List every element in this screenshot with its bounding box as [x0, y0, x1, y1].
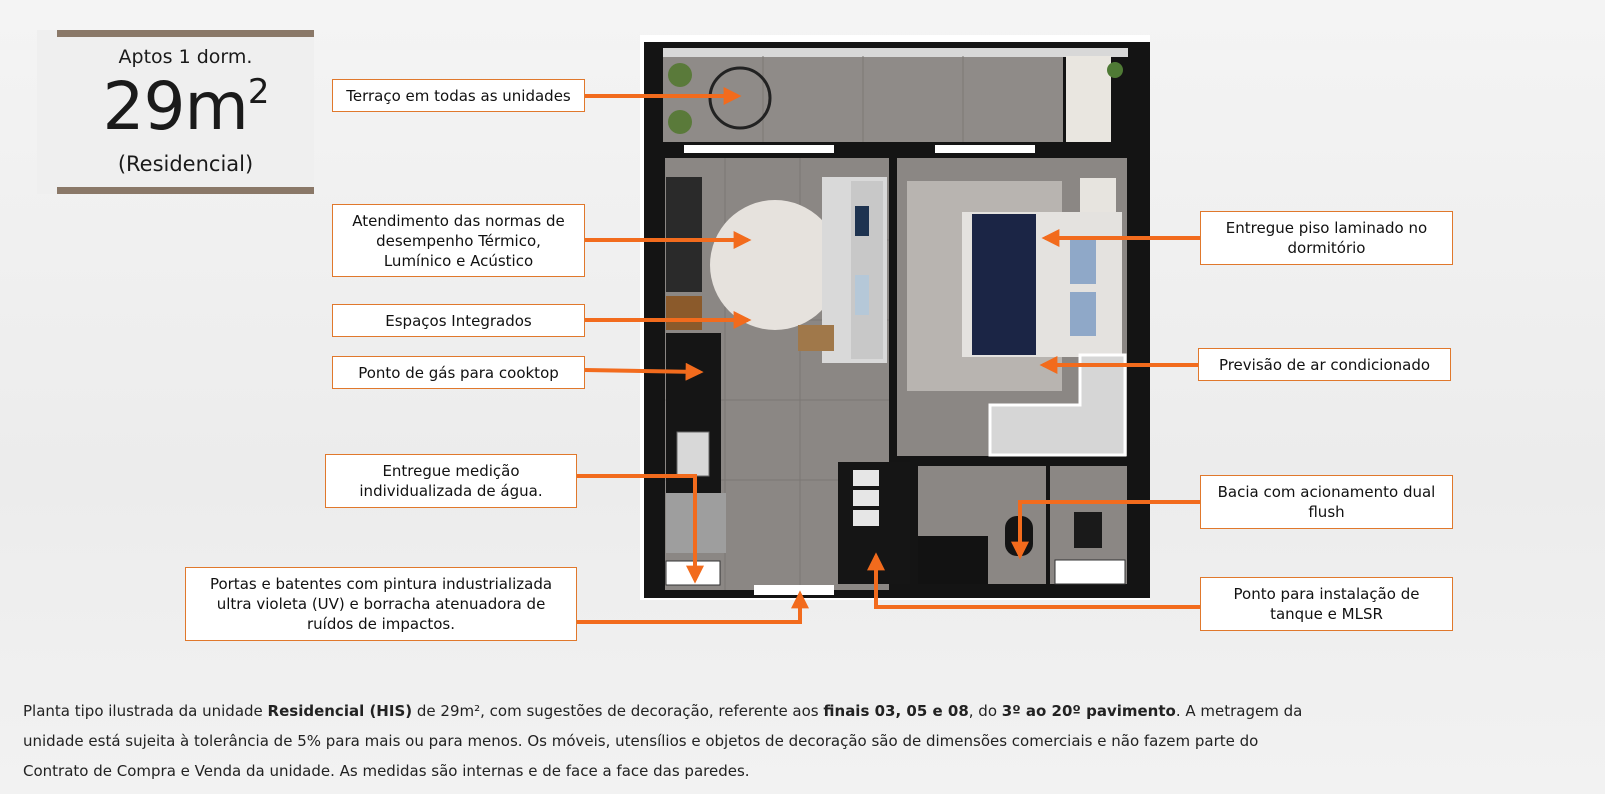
footer-text-4: . A metragem da unidade está sujeita à tolerância de 5% para mais ou para menos. Os móveis, utensílios e objetos de decoração são de dimensões comerciais e não fazem parte do Contrato de Compra e Venda da unidade. As medidas são internas e de face a face das paredes. [23, 702, 1303, 780]
window [684, 145, 834, 153]
entry-door [754, 585, 834, 595]
toilet-icon [1005, 516, 1033, 556]
pillow [1070, 292, 1096, 336]
callout-portas: Portas e batentes com pintura industrializada ultra violeta (UV) e borracha atenuadora de ruídos de impactos. [185, 567, 577, 641]
plant-icon [668, 110, 692, 134]
footer-text-2: de 29m², com sugestões de decoração, referente aos [412, 702, 824, 720]
laundry-tank [1055, 560, 1125, 584]
title-area-superscript: 2 [247, 72, 269, 112]
callout-espacos: Espaços Integrados [332, 304, 585, 337]
footer-disclaimer [23, 696, 1323, 786]
title-unit-type: Aptos 1 dorm. [118, 46, 253, 68]
coffee-table [798, 325, 834, 351]
footer-bold-1: Residencial (HIS) [267, 702, 413, 720]
plant-icon [1107, 62, 1123, 78]
callout-tanque: Ponto para instalação de tanque e MLSR [1200, 577, 1453, 631]
fridge [666, 493, 726, 553]
towel [853, 490, 879, 506]
terrace-railing [663, 48, 1128, 57]
service-box [666, 561, 720, 585]
callout-ar: Previsão de ar condicionado [1198, 348, 1451, 381]
callout-piso: Entregue piso laminado no dormitório [1200, 211, 1453, 265]
callout-normas: Atendimento das normas de desempenho Térmico, Lumínico e Acústico [332, 204, 585, 277]
towel [853, 510, 879, 526]
plant-icon [668, 63, 692, 87]
footer-bold-3: 3º ao 20º pavimento [1001, 702, 1176, 720]
callout-terraco: Terraço em todas as unidades [332, 79, 585, 112]
footer-text-3: , do [968, 702, 1002, 720]
bed-blanket [972, 214, 1036, 355]
partition-wall [889, 155, 897, 385]
terrace-table-area [1066, 56, 1111, 142]
kitchen-cabinet [666, 296, 702, 330]
cushion [855, 206, 869, 236]
footer-bold-2: finais 03, 05 e 08 [823, 702, 969, 720]
footer-text-1: Planta tipo ilustrada da unidade [23, 702, 268, 720]
kitchen-sink [677, 432, 709, 476]
title-category: (Residencial) [117, 152, 254, 176]
nightstand [1080, 178, 1116, 212]
kitchen-shelf [666, 177, 702, 292]
bathroom-vanity [918, 536, 988, 584]
window [935, 145, 1035, 153]
pillow [1070, 240, 1096, 284]
title-area-value: 29m [102, 68, 248, 145]
laundry-chair [1074, 512, 1102, 548]
cushion [855, 275, 869, 315]
round-rug [710, 200, 840, 330]
callout-gas: Ponto de gás para cooktop [332, 356, 585, 389]
callout-medicao: Entregue medição individualizada de água. [325, 454, 577, 508]
callout-bacia: Bacia com acionamento dual flush [1200, 475, 1453, 529]
towel [853, 470, 879, 486]
